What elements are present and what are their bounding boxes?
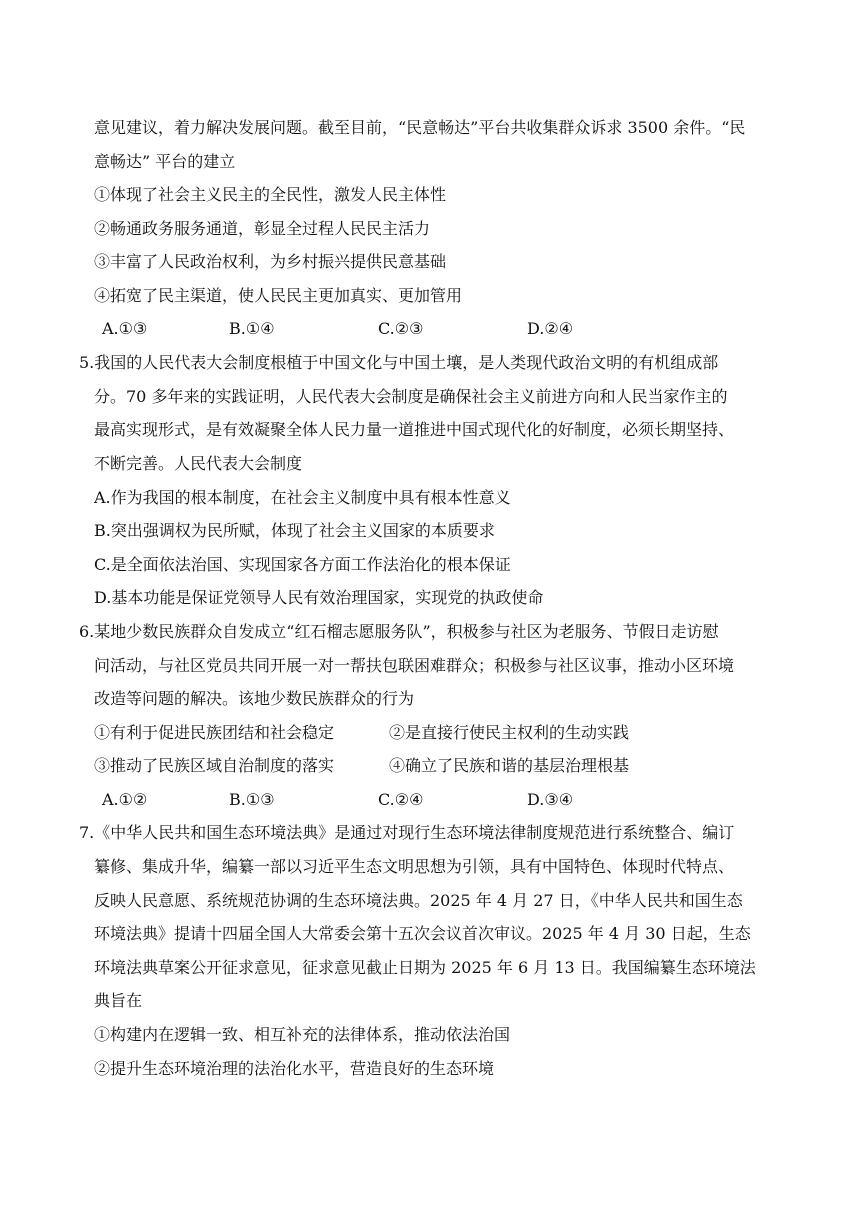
question-text-line: 环境法典草案公开征求意见，征求意见截止日期为 2025 年 6 月 13 日。我国编纂生态环境法 <box>94 958 756 977</box>
choice-c[interactable]: C.②④ <box>378 790 424 809</box>
option-c[interactable]: C.是全面依法治国、实现国家各方面工作法治化的根本保证 <box>94 555 511 574</box>
statement-2: ②畅通政务服务通道，彰显全过程人民民主活力 <box>94 219 431 238</box>
question-text-line: 问活动，与社区党员共同开展一对一帮扶包联困难群众；积极参与社区议事，推动小区环境 <box>94 656 735 675</box>
choice-d[interactable]: D.②④ <box>527 319 574 338</box>
question-text-line: 6.某地少数民族群众自发成立“红石榴志愿服务队”，积极参与社区为老服务、节假日走访慰 <box>79 622 719 641</box>
question-text-line: 7.《中华人民共和国生态环境法典》是通过对现行生态环境法律制度规范进行系统整合、编订 <box>79 823 735 842</box>
answer-choices <box>0 790 860 810</box>
statement-3: ③推动了民族区域自治制度的落实 <box>94 756 335 775</box>
choice-d[interactable]: D.③④ <box>527 790 574 809</box>
question-text-line: 反映人民意愿、系统规范协调的生态环境法典。2025 年 4 月 27 日，《中华人民共和国生态 <box>94 891 743 910</box>
question-text-line: 纂修、集成升华，编纂一部以习近平生态文明思想为引领，具有中国特色、体现时代特点、 <box>94 857 735 876</box>
statement-3: ③丰富了人民政治权利，为乡村振兴提供民意基础 <box>94 252 447 271</box>
statement-1: ①有利于促进民族团结和社会稳定 <box>94 723 335 742</box>
statement-1: ①体现了社会主义民主的全民性，激发人民主体性 <box>94 185 447 204</box>
statement-2: ②是直接行使民主权利的生动实践 <box>389 723 630 742</box>
statement-4: ④拓宽了民主渠道，使人民民主更加真实、更加管用 <box>94 286 463 305</box>
question-text-line: 改造等问题的解决。该地少数民族群众的行为 <box>94 689 415 708</box>
option-a[interactable]: A.作为我国的根本制度，在社会主义制度中具有根本性意义 <box>94 488 511 507</box>
choice-c[interactable]: C.②③ <box>378 319 424 338</box>
option-b[interactable]: B.突出强调权为民所赋，体现了社会主义国家的本质要求 <box>94 521 495 540</box>
choice-a[interactable]: A.①② <box>102 790 148 809</box>
question-text-line: 环境法典》提请十四届全国人大常委会第十五次会议首次审议。2025 年 4 月 30 日起，生态 <box>94 924 751 943</box>
question-text-line: 分。70 多年来的实践证明，人民代表大会制度是确保社会主义前进方向和人民当家作主的 <box>94 387 728 406</box>
statement-2: ②提升生态环境治理的法治化水平，营造良好的生态环境 <box>94 1059 495 1078</box>
answer-choices <box>0 319 860 339</box>
question-text-line: 意畅达” 平台的建立 <box>94 152 236 171</box>
statement-row <box>0 723 860 743</box>
statement-1: ①构建内在逻辑一致、相互补充的法律体系，推动依法治国 <box>94 1025 511 1044</box>
choice-a[interactable]: A.①③ <box>102 319 148 338</box>
question-text-line: 不断完善。人民代表大会制度 <box>94 454 303 473</box>
choice-b[interactable]: B.①④ <box>229 319 275 338</box>
statement-row <box>0 756 860 776</box>
option-d[interactable]: D.基本功能是保证党领导人民有效治理国家，实现党的执政使命 <box>94 588 544 607</box>
question-text-line: 5.我国的人民代表大会制度根植于中国文化与中国土壤，是人类现代政治文明的有机组成部 <box>79 353 719 372</box>
choice-b[interactable]: B.①③ <box>229 790 275 809</box>
question-text-line: 最高实现形式，是有效凝聚全体人民力量一道推进中国式现代化的好制度，必须长期坚持、 <box>94 420 735 439</box>
question-text-line: 意见建议，着力解决发展问题。截至目前，“民意畅达”平台共收集群众诉求 3500 余件。“民 <box>94 118 746 137</box>
statement-4: ④确立了民族和谐的基层治理根基 <box>389 756 630 775</box>
question-text-line: 典旨在 <box>94 991 143 1010</box>
